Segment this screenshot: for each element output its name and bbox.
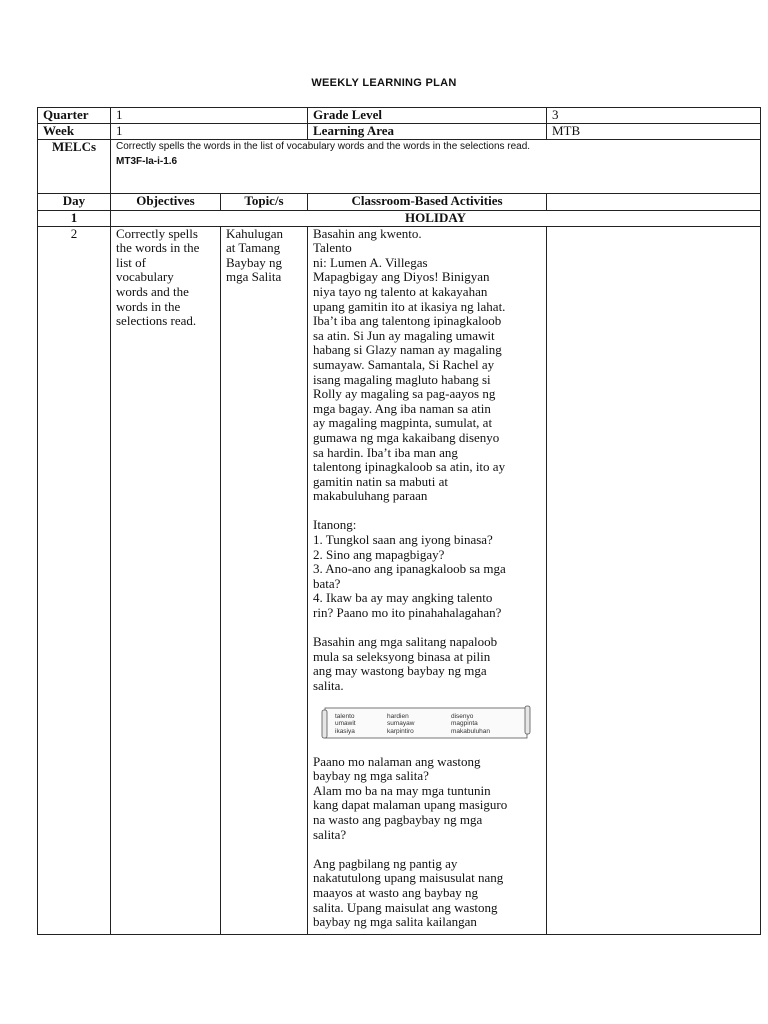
- quarter-label: Quarter: [38, 108, 111, 124]
- week-row: [38, 124, 761, 140]
- objectives-cell: [111, 226, 221, 934]
- objective-line: list of: [116, 254, 146, 270]
- instruction-line: mula sa seleksyong binasa at pilin: [313, 648, 491, 664]
- check-line: Alam mo ba na may mga tuntunin: [313, 782, 491, 798]
- topics-text: [226, 227, 302, 285]
- col-blank: [547, 194, 761, 211]
- quarter-row: [38, 108, 761, 124]
- question-line: Itanong:: [313, 517, 357, 533]
- day-2-row: [38, 226, 761, 934]
- story-line: isang magaling magluto habang si: [313, 371, 491, 387]
- melcs-text: Correctly spells the words in the list of vocabulary words and the words in the selections read.: [116, 141, 531, 152]
- question-line: 1. Tungkol saan ang iyong binasa?: [313, 532, 493, 548]
- day-1-row: [38, 211, 761, 227]
- instruction-line: Basahin ang mga salitang napaloob: [313, 634, 498, 650]
- objective-line: Correctly spells: [116, 225, 198, 241]
- week-value: 1: [111, 124, 308, 140]
- question-line: rin? Paano mo ito pinahahalagahan?: [313, 605, 502, 621]
- question-line: bata?: [313, 575, 341, 591]
- word-item: talento: [335, 712, 355, 720]
- story-line: Talento: [313, 240, 352, 256]
- story-line: Iba’t iba ang talentong ipinagkaloob: [313, 313, 502, 329]
- story-line: sa hardin. Iba’t iba man ang: [313, 444, 458, 460]
- story-line: upang gamitin ito at ikasiya ng lahat.: [313, 298, 506, 314]
- word-item: sumayaw: [387, 720, 415, 728]
- topic-line: Baybay ng: [226, 254, 282, 270]
- objective-line: words in the: [116, 298, 181, 314]
- week-label: Week: [38, 124, 111, 140]
- word-list: [335, 713, 525, 736]
- rule-line: maayos at wasto ang baybay ng: [313, 884, 478, 900]
- story-line: Basahin ang kwento.: [313, 225, 422, 241]
- topic-line: Kahulugan: [226, 225, 284, 241]
- story-text: [313, 227, 541, 504]
- word-item: makabuluhan: [451, 727, 491, 735]
- col-activities: Classroom-Based Activities: [308, 194, 547, 211]
- story-line: sumayaw. Samantala, Si Rachel ay: [313, 356, 495, 372]
- questions-text: [313, 518, 541, 620]
- objective-line: words and the: [116, 283, 189, 299]
- melcs-row: [38, 140, 761, 194]
- day-number: 1: [38, 211, 111, 227]
- rule-line: Ang pagbilang ng pantig ay: [313, 855, 458, 871]
- melcs-cell: [111, 140, 761, 194]
- objective-line: selections read.: [116, 313, 197, 329]
- story-line: makabuluhang paraan: [313, 488, 428, 504]
- check-line: Paano mo nalaman ang wastong: [313, 753, 481, 769]
- weekly-plan-table: [37, 107, 761, 935]
- question-line: 3. Ano-ano ang ipanagkaloob sa mga: [313, 561, 506, 577]
- day-number: 2: [38, 226, 111, 934]
- word-item: hardien: [387, 712, 409, 720]
- story-line: talentong ipinagkaloob sa atin, ito ay: [313, 459, 506, 475]
- column-header-row: [38, 194, 761, 211]
- learning-area-label: Learning Area: [308, 124, 547, 140]
- topic-line: at Tamang: [226, 240, 281, 256]
- story-line: gamitin natin sa mabuti at: [313, 473, 449, 489]
- story-line: Mapagbigay ang Diyos! Binigyan: [313, 269, 490, 285]
- melcs-code: MT3F-Ia-i-1.6: [116, 155, 178, 167]
- rule-line: salita. Upang maisulat ang wastong: [313, 899, 498, 915]
- rule-text: [313, 857, 541, 930]
- blank-cell: [547, 226, 761, 934]
- story-line: ay magaling magpinta, sumulat, at: [313, 415, 493, 431]
- word-item: ikasiya: [335, 727, 355, 735]
- rule-line: nakatutulong upang maisusulat nang: [313, 870, 504, 886]
- learning-area-value: MTB: [547, 124, 761, 140]
- col-day: Day: [38, 194, 111, 211]
- question-line: 4. Ikaw ba ay may angking talento: [313, 590, 493, 606]
- instruction-line: ang may wastong baybay ng mga: [313, 663, 487, 679]
- instruction-text: [313, 635, 541, 693]
- activities-cell: [308, 226, 547, 934]
- word-item: karpintiro: [387, 727, 414, 735]
- story-line: Rolly ay magaling sa pag-aayos ng: [313, 386, 496, 402]
- story-line: gumawa ng mga kakaibang disenyo: [313, 429, 500, 445]
- objectives-text: [116, 227, 215, 329]
- story-line: mga bagay. Ang iba naman sa atin: [313, 400, 491, 416]
- grade-level-label: Grade Level: [308, 108, 547, 124]
- col-objectives: Objectives: [111, 194, 221, 211]
- story-line: habang si Glazy naman ay magaling: [313, 342, 502, 358]
- word-item: disenyo: [451, 712, 474, 720]
- document-title: WEEKLY LEARNING PLAN: [311, 77, 457, 89]
- question-line: 2. Sino ang mapagbigay?: [313, 546, 445, 562]
- word-item: umawit: [335, 720, 356, 728]
- objective-line: the words in the: [116, 240, 200, 256]
- check-line: baybay ng mga salita?: [313, 768, 429, 784]
- melcs-label: MELCs: [38, 140, 111, 194]
- instruction-line: salita.: [313, 678, 344, 693]
- rule-line: baybay ng mga salita kailangan: [313, 914, 477, 930]
- check-line: na wasto ang pagbaybay ng mga: [313, 811, 483, 827]
- word-item: magpinta: [451, 720, 478, 728]
- word-list-scroll-image: [321, 705, 533, 741]
- quarter-value: 1: [111, 108, 308, 124]
- story-line: niya tayo ng talento at kakayahan: [313, 283, 488, 299]
- topic-line: mga Salita: [226, 269, 282, 285]
- objective-line: vocabulary: [116, 269, 174, 285]
- story-line: ni: Lumen A. Villegas: [313, 254, 428, 270]
- check-line: salita?: [313, 826, 347, 842]
- check-line: kang dapat malaman upang masiguro: [313, 797, 508, 813]
- story-line: sa atin. Si Jun ay magaling umawit: [313, 327, 495, 343]
- col-topics: Topic/s: [221, 194, 308, 211]
- holiday-label: HOLIDAY: [111, 211, 761, 227]
- check-text: [313, 755, 541, 843]
- grade-level-value: 3: [547, 108, 761, 124]
- topics-cell: [221, 226, 308, 934]
